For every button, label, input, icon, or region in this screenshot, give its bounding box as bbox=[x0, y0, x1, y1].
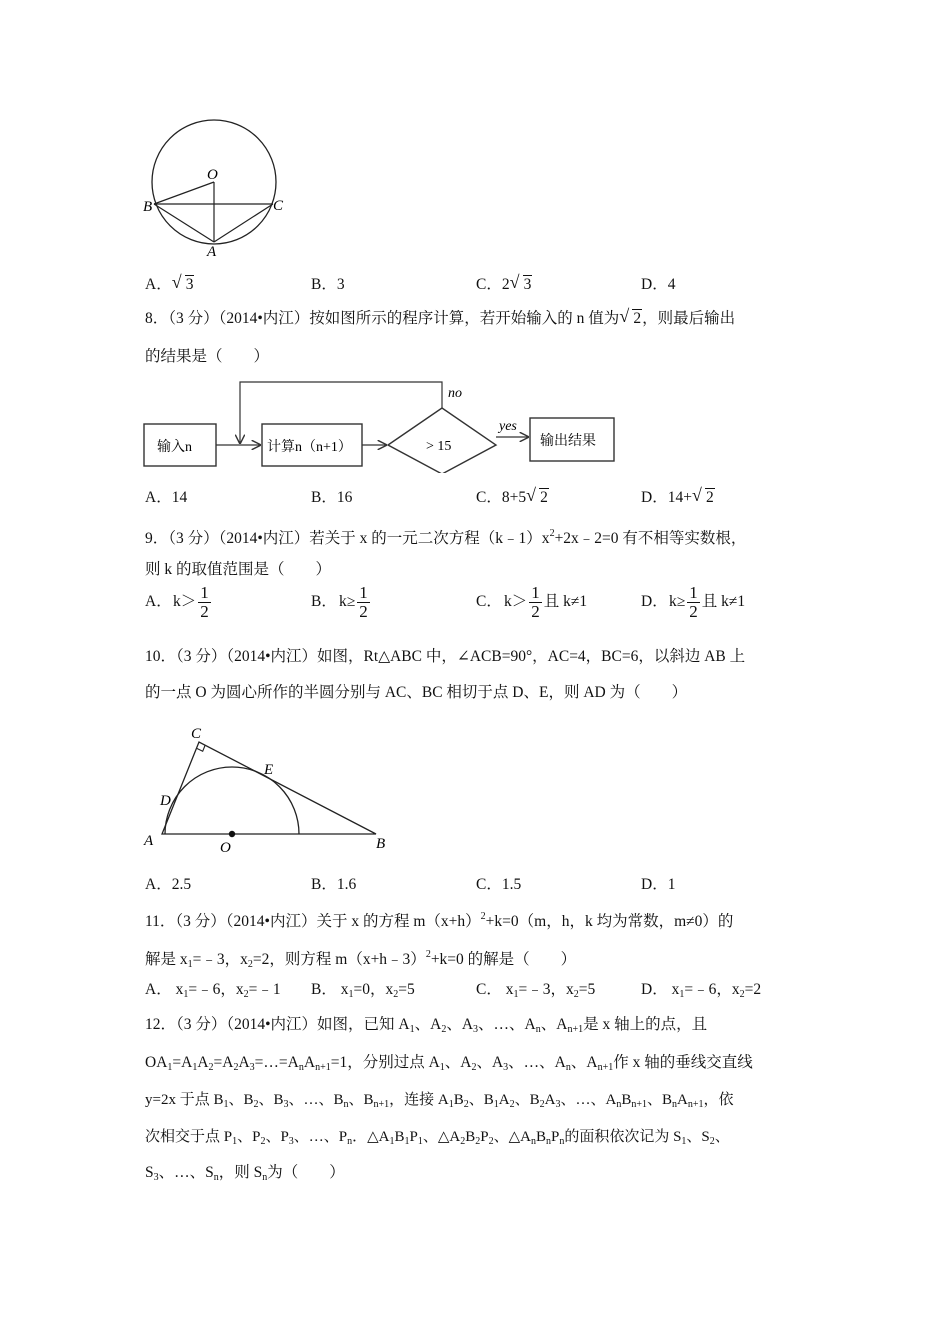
q12-line-4 bbox=[145, 1127, 730, 1152]
text-fragment: 1 bbox=[359, 583, 368, 602]
text-fragment: 的结果是（ ） bbox=[145, 348, 270, 365]
text-fragment: 、B bbox=[348, 1092, 374, 1108]
text-fragment: =2，则方程 m（x+h﹣3） bbox=[252, 951, 426, 968]
text-fragment: 16 bbox=[336, 489, 353, 506]
text-fragment: n+1 bbox=[315, 1062, 331, 1073]
text-fragment: =﹣1 bbox=[248, 981, 281, 998]
text-fragment: 2 bbox=[573, 989, 579, 1000]
text-fragment: D．1 bbox=[641, 876, 676, 893]
output-box-label: 输出结果 bbox=[540, 434, 596, 449]
text-fragment: A．2.5 bbox=[145, 876, 192, 893]
text-fragment: n+1 bbox=[567, 1024, 584, 1035]
text-fragment: A． bbox=[145, 981, 172, 998]
text-fragment: P bbox=[480, 1129, 489, 1145]
text-fragment: C．1.5 bbox=[476, 876, 522, 893]
text-fragment: 2 bbox=[475, 1136, 481, 1147]
text-fragment: 、B bbox=[468, 1092, 494, 1108]
text-fragment: y=2x 于点 B bbox=[145, 1092, 224, 1108]
text-fragment: A bbox=[544, 1092, 556, 1108]
condition-label: > 15 bbox=[426, 439, 452, 454]
text-fragment: =A bbox=[172, 1054, 193, 1071]
text-fragment: B bbox=[621, 1092, 632, 1108]
q8-option-a[interactable] bbox=[145, 488, 187, 508]
q10-option-c[interactable] bbox=[476, 875, 521, 895]
text-fragment: n+1 bbox=[687, 1099, 704, 1110]
sqrt-symbol: √ 2 bbox=[691, 485, 714, 506]
text-fragment: C． bbox=[476, 489, 502, 506]
text-fragment: ，则 S bbox=[218, 1164, 263, 1181]
text-fragment: 2 bbox=[705, 489, 714, 506]
text-fragment: 、P bbox=[237, 1129, 261, 1145]
text-fragment: A bbox=[677, 1092, 688, 1108]
text-fragment: n bbox=[213, 1172, 219, 1183]
text-fragment: 次相交于点 P bbox=[145, 1129, 233, 1145]
text-fragment: 12．（3 分）（2014•内江）如图，已知 A bbox=[145, 1016, 410, 1033]
text-fragment: n bbox=[565, 1062, 571, 1073]
text-fragment: +k=0 的解是（ ） bbox=[430, 951, 577, 968]
text-fragment: +2x﹣2=0 有不相等实数根， bbox=[554, 530, 747, 547]
text-fragment: 2 bbox=[633, 310, 642, 327]
text-fragment: B． bbox=[311, 276, 337, 293]
text-fragment: 1 bbox=[192, 1062, 198, 1073]
text-fragment: 、A bbox=[540, 1016, 568, 1033]
text-fragment: x bbox=[340, 981, 349, 998]
text-fragment: n bbox=[545, 1136, 551, 1147]
text-fragment: n bbox=[530, 1136, 536, 1147]
q9-line-2 bbox=[145, 560, 331, 580]
text-fragment: n bbox=[347, 1136, 353, 1147]
text-fragment: 3 bbox=[555, 1099, 561, 1110]
q9-option-d[interactable] bbox=[641, 583, 746, 649]
text-fragment: 3 bbox=[473, 1024, 479, 1035]
text-fragment: B bbox=[535, 1129, 546, 1145]
text-fragment: 、A bbox=[446, 1016, 474, 1033]
text-fragment: 1 bbox=[183, 989, 189, 1000]
q10-option-a[interactable] bbox=[145, 875, 191, 895]
text-fragment: B． bbox=[311, 489, 337, 506]
text-fragment: 2 bbox=[441, 1024, 447, 1035]
triangle-abc bbox=[162, 742, 376, 834]
text-fragment: x bbox=[505, 981, 514, 998]
text-fragment: A bbox=[197, 1054, 209, 1071]
circle-figure-q7 bbox=[140, 118, 300, 263]
q7-option-d[interactable] bbox=[641, 275, 675, 295]
sqrt-symbol: √ 3 bbox=[509, 272, 532, 293]
point-label-e: E bbox=[264, 762, 274, 778]
text-fragment: 则 k 的取值范围是（ ） bbox=[145, 561, 332, 578]
text-fragment: 1 bbox=[348, 989, 354, 1000]
sqrt-symbol: √ 2 bbox=[619, 306, 642, 327]
point-label-o: O bbox=[220, 840, 231, 856]
text-fragment: 1 bbox=[448, 1099, 454, 1110]
text-fragment: 2 bbox=[501, 276, 510, 293]
text-fragment: 9．（3 分）（2014•内江）若关于 x 的一元二次方程（k﹣1）x bbox=[145, 530, 550, 547]
point-label-a: A bbox=[207, 244, 217, 260]
text-fragment: n+1 bbox=[373, 1099, 390, 1110]
text-fragment: A bbox=[238, 1054, 250, 1071]
text-fragment: n bbox=[616, 1099, 622, 1110]
text-fragment: 3 bbox=[336, 276, 345, 293]
text-fragment: 1 bbox=[187, 959, 193, 970]
text-fragment: 1 bbox=[232, 1136, 238, 1147]
text-fragment: B． bbox=[311, 981, 337, 998]
text-fragment: 、P bbox=[265, 1129, 289, 1145]
program-flowchart bbox=[140, 378, 630, 473]
text-fragment: 、…、S bbox=[158, 1164, 214, 1181]
text-fragment: 2 bbox=[425, 949, 431, 960]
text-fragment: =…=A bbox=[254, 1054, 299, 1071]
text-fragment: 2 bbox=[260, 1136, 266, 1147]
text-fragment: 作 x 轴的垂线交直线 bbox=[613, 1054, 753, 1071]
text-fragment: P bbox=[409, 1129, 418, 1145]
text-fragment: 是 x 轴上的点，且 bbox=[583, 1016, 708, 1033]
text-fragment: C． bbox=[476, 276, 502, 293]
point-label-c: C bbox=[273, 198, 284, 214]
text-fragment: 2 bbox=[463, 1099, 469, 1110]
yes-label: yes bbox=[499, 419, 517, 434]
text-fragment: 10．（3 分）（2014•内江）如图，Rt△ABC 中，∠ACB=90°，AC=4，BC=6，以斜边 AB 上 bbox=[145, 648, 746, 665]
text-fragment: ．△A bbox=[352, 1129, 390, 1145]
text-fragment: 1 bbox=[681, 1136, 687, 1147]
text-fragment: n bbox=[262, 1172, 268, 1183]
text-fragment: B． bbox=[311, 593, 337, 610]
text-fragment: =2 bbox=[744, 981, 762, 998]
text-fragment: 3 bbox=[283, 1099, 289, 1110]
text-fragment: A． bbox=[145, 593, 172, 610]
text-fragment: n+1 bbox=[597, 1062, 614, 1073]
text-fragment: 2 bbox=[359, 602, 368, 621]
text-fragment: n bbox=[672, 1099, 678, 1110]
text-fragment: =5 bbox=[578, 981, 596, 998]
q9-option-a[interactable] bbox=[145, 583, 209, 649]
text-fragment: 2 bbox=[739, 989, 745, 1000]
text-fragment: 2 bbox=[540, 489, 548, 506]
point-label-a: A bbox=[144, 833, 154, 849]
point-label-b: B bbox=[376, 836, 386, 852]
text-fragment: 、B bbox=[647, 1092, 673, 1108]
q8-option-c[interactable] bbox=[476, 485, 549, 508]
text-fragment: n bbox=[535, 1024, 541, 1035]
q8-line-2 bbox=[145, 347, 269, 367]
fraction bbox=[529, 584, 542, 621]
text-fragment: 、A bbox=[414, 1016, 442, 1033]
text-fragment: 、A bbox=[476, 1054, 504, 1071]
q10-line-1 bbox=[145, 647, 745, 667]
text-fragment: 14+ bbox=[667, 489, 692, 506]
text-fragment: k＞ bbox=[173, 593, 197, 611]
text-fragment: 1 bbox=[531, 583, 540, 602]
fraction bbox=[687, 584, 700, 621]
text-fragment: 1 bbox=[689, 583, 698, 602]
text-fragment: A bbox=[498, 1092, 510, 1108]
text-fragment: 的一点 O 为圆心所作的半圆分别与 AC、BC 相切于点 D、E，则 AD 为（ ） bbox=[145, 684, 688, 701]
text-fragment: 2 bbox=[509, 1099, 515, 1110]
q10-option-d[interactable] bbox=[641, 875, 675, 895]
input-box-label: 输入n bbox=[157, 440, 192, 455]
text-fragment: 2 bbox=[549, 528, 555, 539]
q10-line-2 bbox=[145, 683, 687, 703]
text-fragment: 3 bbox=[249, 1062, 255, 1073]
text-fragment: 、…、A bbox=[508, 1054, 566, 1071]
text-fragment: 、△A bbox=[422, 1129, 461, 1145]
text-fragment: 3 bbox=[288, 1136, 294, 1147]
text-fragment: 1 bbox=[493, 1099, 499, 1110]
text-fragment: 、A bbox=[570, 1054, 598, 1071]
text-fragment: A． bbox=[145, 276, 172, 293]
text-fragment: OA bbox=[145, 1054, 168, 1071]
text-fragment: 2 bbox=[243, 989, 249, 1000]
q9-line-1 bbox=[145, 524, 746, 549]
q11-option-b[interactable] bbox=[311, 980, 415, 1005]
q11-line-1 bbox=[145, 907, 733, 932]
text-fragment: 、B bbox=[258, 1092, 284, 1108]
text-fragment: D． bbox=[641, 276, 668, 293]
q7-option-b[interactable] bbox=[311, 275, 345, 295]
text-fragment: B bbox=[453, 1092, 464, 1108]
text-fragment: 为（ ） bbox=[267, 1164, 345, 1181]
text-fragment: k≥ bbox=[339, 593, 356, 611]
text-fragment: 1 bbox=[200, 583, 209, 602]
text-fragment: 2 bbox=[471, 1062, 477, 1073]
calc-box-label: 计算n（n+1） bbox=[267, 440, 352, 455]
text-fragment: n bbox=[343, 1099, 349, 1110]
sqrt-symbol: √ 3 bbox=[171, 272, 194, 293]
text-fragment: 2 bbox=[539, 1099, 545, 1110]
text-fragment: =A bbox=[213, 1054, 234, 1071]
center-point-o bbox=[229, 831, 235, 837]
text-fragment: 1 bbox=[223, 1099, 229, 1110]
text-fragment: 2 bbox=[488, 1136, 494, 1147]
text-fragment: 1 bbox=[167, 1062, 173, 1073]
text-fragment: 4 bbox=[667, 276, 676, 293]
point-label-b: B bbox=[143, 199, 153, 215]
text-fragment: 、B bbox=[228, 1092, 254, 1108]
text-fragment: 2 bbox=[233, 1062, 239, 1073]
q9-option-c[interactable] bbox=[476, 583, 588, 649]
q12-line-2 bbox=[145, 1053, 753, 1078]
text-fragment: 8．（3 分）（2014•内江）按如图所示的程序计算，若开始输入的 n 值为 bbox=[145, 310, 620, 327]
text-fragment: 、…、A bbox=[560, 1092, 617, 1108]
text-fragment: 2 bbox=[208, 1062, 214, 1073]
text-fragment: 2 bbox=[200, 602, 209, 621]
text-fragment: D． bbox=[641, 981, 668, 998]
q12-line-1 bbox=[145, 1015, 707, 1040]
text-fragment: 、A bbox=[444, 1054, 472, 1071]
text-fragment: ，则最后输出 bbox=[642, 310, 736, 327]
point-label-o: O bbox=[207, 167, 218, 183]
text-fragment: 、 bbox=[714, 1129, 730, 1145]
text-fragment: =1，分别过点 A bbox=[330, 1054, 440, 1071]
text-fragment: ，连接 A bbox=[389, 1092, 449, 1108]
text-fragment: 2 bbox=[531, 602, 540, 621]
text-fragment: 1 bbox=[404, 1136, 410, 1147]
text-fragment: 的面积依次记为 S bbox=[564, 1129, 682, 1145]
text-fragment: D． bbox=[641, 489, 668, 506]
text-fragment: C． bbox=[476, 981, 502, 998]
text-fragment: 且 k≠1 bbox=[543, 593, 588, 611]
text-fragment: 3 bbox=[523, 276, 532, 293]
text-fragment: +k=0（m，h，k 均为常数，m≠0）的 bbox=[485, 913, 734, 930]
text-fragment: B bbox=[465, 1129, 476, 1145]
text-fragment: 8+5 bbox=[501, 489, 527, 506]
text-fragment: D． bbox=[641, 593, 668, 610]
sqrt-symbol: √ 2 bbox=[526, 485, 548, 506]
fraction bbox=[198, 584, 211, 621]
text-fragment: 1 bbox=[389, 1136, 395, 1147]
text-fragment: 1 bbox=[439, 1062, 445, 1073]
text-fragment: 、△A bbox=[493, 1129, 531, 1145]
q8-option-d[interactable] bbox=[641, 485, 715, 508]
text-fragment: 2 bbox=[480, 911, 486, 922]
text-fragment: A bbox=[303, 1054, 316, 1071]
q11-option-a[interactable] bbox=[145, 980, 281, 1005]
text-fragment: 且 k≠1 bbox=[701, 593, 746, 611]
text-fragment: 3 bbox=[503, 1062, 509, 1073]
text-fragment: n+1 bbox=[631, 1099, 647, 1110]
text-fragment: 2 bbox=[393, 989, 399, 1000]
text-fragment: 2 bbox=[253, 1099, 259, 1110]
q11-line-2 bbox=[145, 945, 576, 975]
text-fragment: ，依 bbox=[703, 1092, 734, 1108]
segment-bo bbox=[154, 182, 214, 204]
text-fragment: P bbox=[550, 1129, 560, 1145]
text-fragment: 、…、B bbox=[288, 1092, 344, 1108]
text-fragment: 3 bbox=[153, 1172, 159, 1183]
text-fragment: S bbox=[145, 1164, 154, 1181]
point-label-d: D bbox=[160, 793, 171, 809]
text-fragment: 1 bbox=[513, 989, 519, 1000]
text-fragment: =﹣3，x bbox=[192, 951, 248, 968]
q9-option-b[interactable] bbox=[311, 583, 368, 649]
text-fragment: n bbox=[298, 1062, 304, 1073]
no-label: no bbox=[448, 386, 462, 401]
q10-option-b[interactable] bbox=[311, 875, 356, 895]
text-fragment: =0，x bbox=[353, 981, 394, 998]
fraction bbox=[357, 584, 370, 621]
q11-option-d[interactable] bbox=[641, 980, 761, 1005]
q11-option-c[interactable] bbox=[476, 980, 595, 1005]
text-fragment: 1 bbox=[417, 1136, 423, 1147]
text-fragment: =﹣6，x bbox=[684, 981, 740, 998]
text-fragment: k＞ bbox=[504, 593, 528, 611]
text-fragment: 、…、A bbox=[478, 1016, 536, 1033]
text-fragment: n bbox=[559, 1136, 565, 1147]
text-fragment: 14 bbox=[171, 489, 188, 506]
text-fragment: =﹣3，x bbox=[518, 981, 574, 998]
q12-line-5 bbox=[145, 1163, 345, 1188]
q8-option-b[interactable] bbox=[311, 488, 352, 508]
text-fragment: B bbox=[394, 1129, 405, 1145]
point-label-c: C bbox=[191, 726, 202, 742]
text-fragment: 11．（3 分）（2014•内江）关于 x 的方程 m（x+h） bbox=[145, 913, 481, 930]
text-fragment: B．1.6 bbox=[311, 876, 357, 893]
text-fragment: 1 bbox=[409, 1024, 415, 1035]
text-fragment: A． bbox=[145, 489, 172, 506]
text-fragment: 2 bbox=[460, 1136, 466, 1147]
text-fragment: 2 bbox=[247, 959, 253, 970]
text-fragment: 1 bbox=[679, 989, 685, 1000]
text-fragment: 2 bbox=[709, 1136, 715, 1147]
q12-line-3 bbox=[145, 1090, 734, 1115]
text-fragment: 3 bbox=[185, 276, 194, 293]
text-fragment: =5 bbox=[398, 981, 415, 998]
text-fragment: 、S bbox=[686, 1129, 710, 1145]
text-fragment: k≥ bbox=[669, 593, 686, 611]
text-fragment: 2 bbox=[689, 602, 698, 621]
text-fragment: C． bbox=[476, 593, 502, 610]
q8-line-1 bbox=[145, 306, 736, 329]
text-fragment: =﹣6，x bbox=[188, 981, 244, 998]
text-fragment: 、…、P bbox=[293, 1129, 348, 1145]
q7-option-a[interactable] bbox=[145, 272, 194, 295]
text-fragment: 、B bbox=[514, 1092, 540, 1108]
text-fragment: 解是 x bbox=[145, 951, 188, 968]
q7-option-c[interactable] bbox=[476, 272, 532, 295]
text-fragment: x bbox=[671, 981, 680, 998]
text-fragment: x bbox=[175, 981, 184, 998]
triangle-semicircle-figure-q10 bbox=[140, 722, 395, 857]
